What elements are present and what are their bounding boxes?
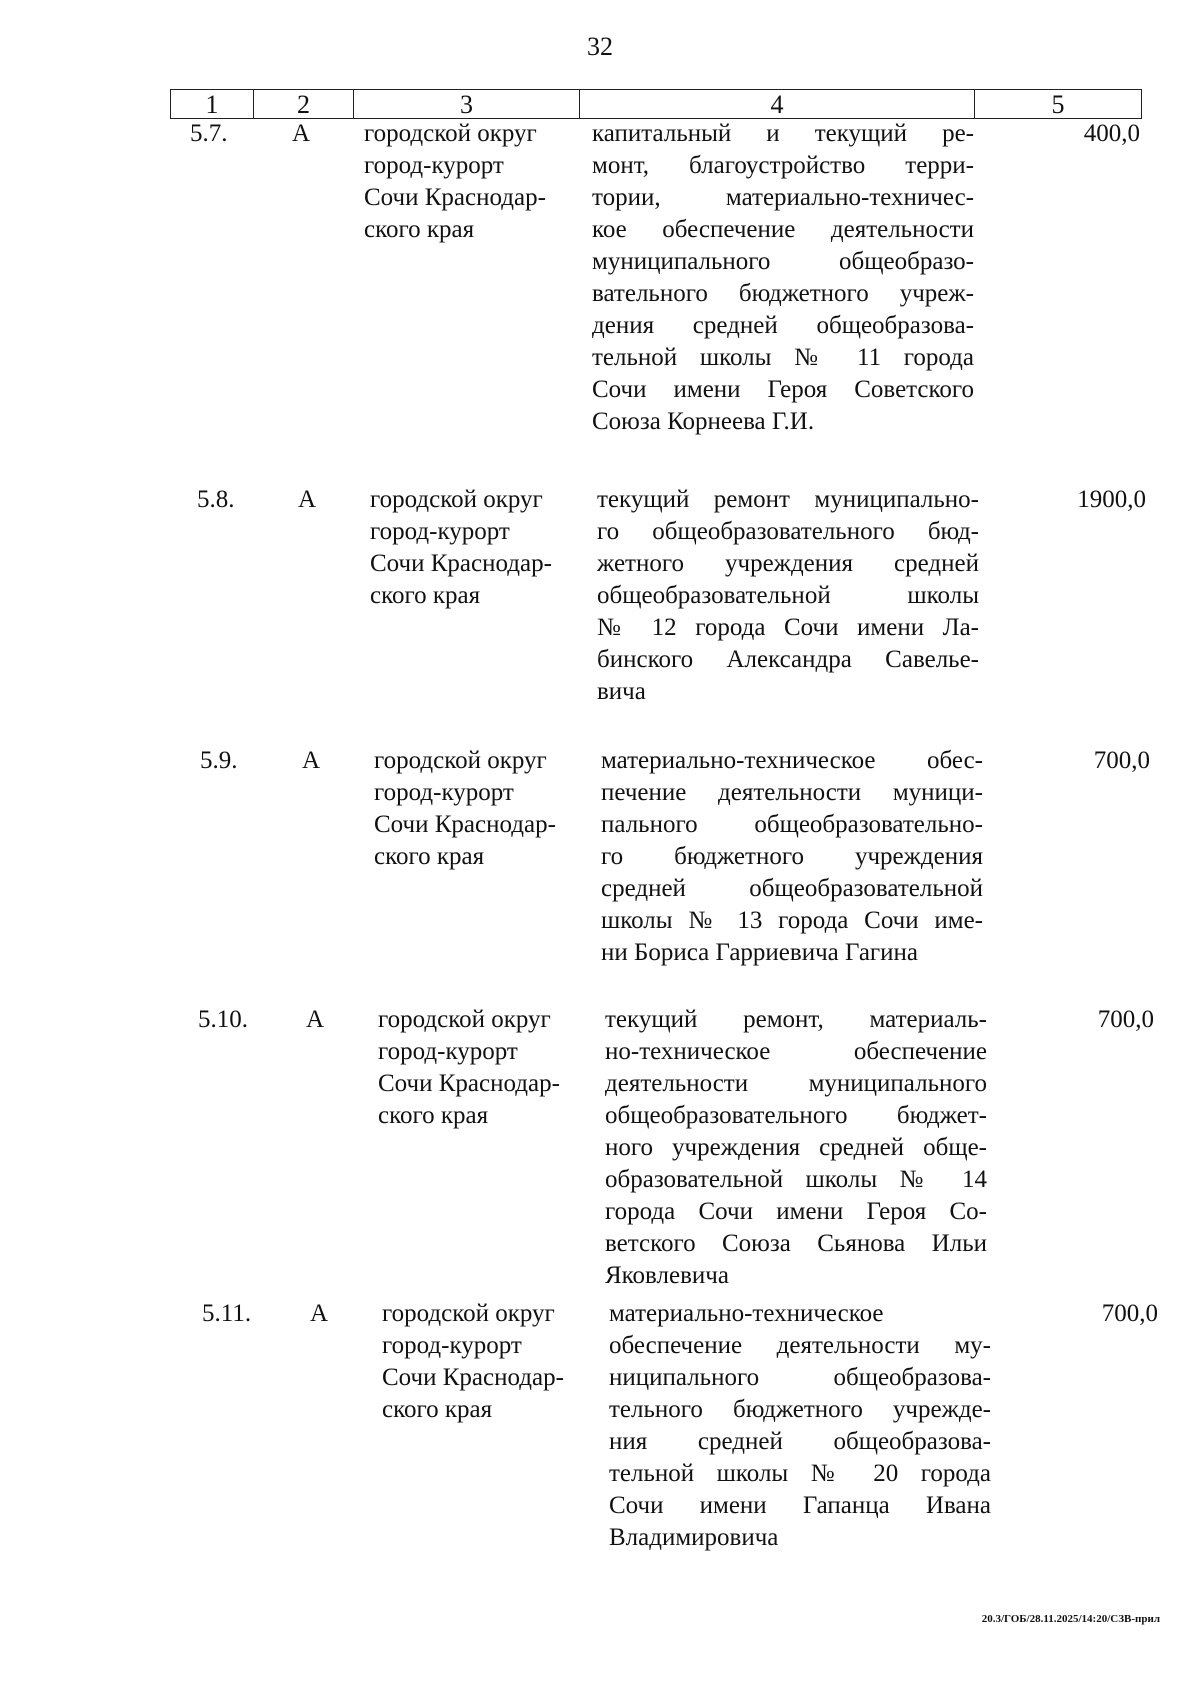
description-line: средней общеобразовательной [601,875,983,902]
row-number: 5.9. [200,747,238,774]
description-line: но-техническое обеспечение [605,1038,987,1065]
municipality-line: ского края [364,216,475,243]
municipality-line: город-курорт [378,1038,518,1065]
row-category: А [292,120,311,147]
description-line: деятельности муниципального [605,1070,987,1097]
row-municipality [374,745,584,873]
description-line: тельной школы № 20 города [609,1460,991,1487]
row-number: 5.11. [202,1300,252,1327]
description-line: ни Бориса Гарриевича Гагина [601,939,919,966]
description-line: ветского Союза Сьянова Ильи [605,1230,987,1257]
row-number: 5.7. [190,120,228,147]
description-line: го общеобразовательного бюд- [597,518,979,545]
description-line: капитальный и текущий ре- [592,120,974,147]
description-line: жетного учреждения средней [597,550,979,577]
header-col-2: 2 [254,90,354,118]
row-category: А [310,1300,329,1327]
description-line: Яковлевича [605,1262,729,1289]
municipality-line: городской округ [370,486,543,513]
description-line: бинского Александра Савелье- [597,646,979,673]
description-line: общеобразовательного бюджет- [605,1102,987,1129]
row-municipality [378,1004,588,1132]
description-line: го бюджетного учреждения [601,843,983,870]
description-line: Сочи имени Героя Советского [592,376,974,403]
municipality-line: ского края [370,582,481,609]
description-line: печение деятельности муници- [601,779,983,806]
header-col-1: 1 [171,90,254,118]
row-description [601,745,983,969]
description-line: тории, материально-техничес- [592,184,974,211]
description-line: муниципального общеобразо- [592,248,974,275]
row-category: А [302,747,321,774]
row-municipality [382,1298,592,1426]
row-description [605,1004,987,1292]
header-col-4: 4 [580,90,975,118]
row-description [592,118,974,438]
description-line: текущий ремонт муниципально- [597,486,979,513]
row-municipality [370,484,580,612]
municipality-line: ского края [382,1396,493,1423]
description-line: № 12 города Сочи имени Ла- [597,614,979,641]
description-line: ного учреждения средней обще- [605,1134,987,1161]
description-line: Владимировича [609,1524,779,1551]
municipality-line: городской округ [382,1300,555,1327]
description-line: ния средней общеобразова- [609,1428,991,1455]
document-code: 20.3/ГОБ/28.11.2025/14:20/СЗВ-прил [981,1613,1160,1625]
page-number: 32 [587,32,613,61]
municipality-line: городской округ [378,1006,551,1033]
municipality-line: Сочи Краснодар- [374,811,556,838]
row-amount: 700,0 [1097,1006,1154,1033]
description-line: материально-техническое [609,1300,884,1327]
row-amount: 700,0 [1093,747,1150,774]
municipality-line: город-курорт [382,1332,522,1359]
row-description [609,1298,991,1554]
description-line: ниципального общеобразова- [609,1364,991,1391]
description-line: кое обеспечение деятельности [592,216,974,243]
municipality-line: ского края [378,1102,489,1129]
description-line: города Сочи имени Героя Со- [605,1198,987,1225]
description-line: тельной школы № 11 города [592,344,974,371]
municipality-line: Сочи Краснодар- [364,184,546,211]
description-line: Сочи имени Гапанца Ивана [609,1492,991,1519]
row-category: А [298,486,317,513]
row-amount: 400,0 [1083,120,1140,147]
municipality-line: ского края [374,843,485,870]
row-amount: 700,0 [1101,1300,1158,1327]
description-line: тельного бюджетного учрежде- [609,1396,991,1423]
row-amount: 1900,0 [1077,486,1146,513]
municipality-line: Сочи Краснодар- [378,1070,560,1097]
row-municipality [364,118,574,246]
header-col-5: 5 [1051,90,1065,119]
description-line: материально-техническое обес- [601,747,983,774]
description-line: образовательной школы № 14 [605,1166,987,1193]
description-line: текущий ремонт, материаль- [605,1006,987,1033]
municipality-line: Сочи Краснодар- [370,550,552,577]
description-line: дения средней общеобразова- [592,312,974,339]
description-line: пального общеобразовательно- [601,811,983,838]
description-line: вательного бюджетного учреж- [592,280,974,307]
row-category: А [306,1006,325,1033]
municipality-line: город-курорт [370,518,510,545]
municipality-line: городской округ [374,747,547,774]
municipality-line: городской округ [364,120,537,147]
description-line: школы № 13 города Сочи име- [601,907,983,934]
municipality-line: город-курорт [374,779,514,806]
municipality-line: Сочи Краснодар- [382,1364,564,1391]
description-line: обеспечение деятельности му- [609,1332,991,1359]
row-number: 5.8. [197,486,235,513]
description-line: Союза Корнеева Г.И. [592,408,815,435]
municipality-line: город-курорт [364,152,504,179]
description-line: вича [597,678,646,705]
description-line: монт, благоустройство терри- [592,152,974,179]
row-number: 5.10. [198,1006,248,1033]
table-header [170,89,1142,119]
description-line: общеобразовательной школы [597,582,979,609]
header-col-3: 3 [354,90,580,118]
row-description [597,484,979,708]
